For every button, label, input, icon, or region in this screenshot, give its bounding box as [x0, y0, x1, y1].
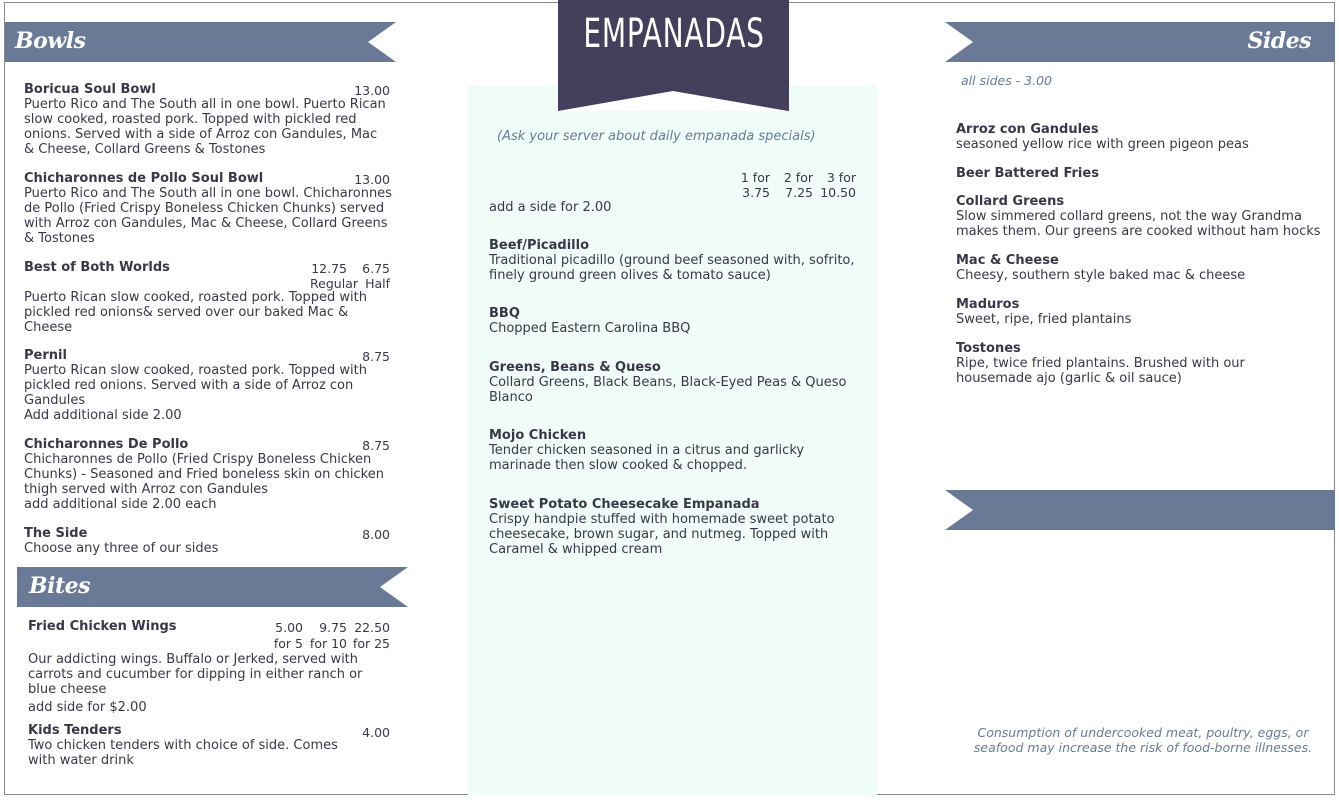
item-extra: Add additional side 2.00 — [24, 408, 182, 423]
item-description: Our addicting wings. Buffalo or Jerked, served with carrots and cucumber for dipping in either ranch or blue cheese — [28, 652, 363, 697]
item-name: Collard Greens — [956, 194, 1065, 209]
item-price: 8.75 — [362, 438, 390, 453]
item-description: Puerto Rico and The South all in one bowl. Chicharonnes de Pollo (Fried Crispy Boneless Chicken Chunks) served with Arroz con Gandules, Mac & Cheese, Collard Greens & Tostones — [24, 186, 392, 246]
item-price-half: 6.75 — [362, 261, 390, 276]
ribbon-tail — [558, 91, 788, 111]
item-price: 13.00 — [354, 83, 390, 98]
empanada-item — [489, 428, 819, 473]
item-description: Choose any three of our sides — [24, 541, 219, 556]
item-description: seasoned yellow rice with green pigeon peas — [956, 137, 1249, 152]
item-description: Cheesy, southern style baked mac & cheese — [956, 268, 1246, 283]
empanada-item — [489, 497, 839, 557]
price-label-half: Half — [365, 276, 390, 291]
sides-price-note: all sides - 3.00 — [961, 73, 1052, 88]
bowls-banner — [5, 22, 396, 62]
empanada-header-2: 2 for — [783, 170, 813, 185]
item-name: The Side — [24, 526, 88, 541]
item-description: Collard Greens, Black Beans, Black-Eyed Peas & Queso Blanco — [489, 375, 847, 405]
banner-notch — [368, 22, 396, 62]
item-name: Chicharonnes de Pollo Soul Bowl — [24, 171, 264, 186]
item-description: Puerto Rico and The South all in one bowl. Puerto Rican slow cooked, roasted pork. Topped with pickled red onions. Served with a side of Arroz con Gandules, Mac & Cheese, Collard Greens & Tostones — [24, 97, 386, 157]
empanada-item — [489, 306, 859, 336]
item-description: Sweet, ripe, fried plantains — [956, 312, 1132, 327]
item-description: Chicharonnes de Pollo (Fried Crispy Boneless Chicken Chunks) - Seasoned and Fried boneless skin on chicken thigh served with Arroz con Gandules — [24, 452, 384, 497]
item-description: Slow simmered collard greens, not the way Grandma makes them. Our greens are cooked without ham hocks — [956, 209, 1321, 239]
side-item — [956, 341, 1256, 386]
item-name: Greens, Beans & Queso — [489, 360, 661, 375]
item-extra: add side for $2.00 — [28, 700, 147, 715]
item-name: Maduros — [956, 297, 1020, 312]
wing-label-25: for 25 — [352, 636, 390, 651]
empanada-header-3: 3 for — [826, 170, 856, 185]
item-name: Arroz con Gandules — [956, 122, 1099, 137]
item-name: Boricua Soul Bowl — [24, 82, 156, 97]
banner-notch — [380, 567, 408, 607]
item-description: Traditional picadillo (ground beef seasoned with, sofrito, finely ground green olives & tomato sauce) — [489, 253, 855, 283]
empty-banner — [945, 490, 1335, 530]
empanada-item — [489, 360, 854, 405]
item-name: Mojo Chicken — [489, 428, 587, 443]
menu-item — [24, 348, 369, 423]
empanada-specials-note: (Ask your server about daily empanada specials) — [497, 129, 816, 144]
item-description: Ripe, twice fried plantains. Brushed with our housemade ajo (garlic & oil sauce) — [956, 356, 1245, 386]
wing-price-10: 9.75 — [319, 620, 347, 635]
side-item — [956, 297, 1321, 327]
item-name: Fried Chicken Wings — [28, 619, 177, 634]
item-name: Best of Both Worlds — [24, 260, 170, 275]
empanada-price-1: 3.75 — [742, 185, 770, 200]
item-name: Mac & Cheese — [956, 253, 1059, 268]
item-name: Kids Tenders — [28, 723, 122, 738]
item-name: Sweet Potato Cheesecake Empanada — [489, 497, 760, 512]
banner-notch — [945, 22, 973, 62]
item-description: Chopped Eastern Carolina BBQ — [489, 321, 691, 336]
menu-item — [24, 437, 388, 512]
price-label-regular: Regular — [310, 276, 358, 291]
empanada-price-3: 10.50 — [820, 185, 856, 200]
bites-title: Bites — [29, 573, 90, 599]
item-price: 8.75 — [362, 349, 390, 364]
food-safety-disclaimer: Consumption of undercooked meat, poultry, eggs, or seafood may increase the risk of food-borne illnesses. — [973, 725, 1313, 755]
item-name: Tostones — [956, 341, 1021, 356]
side-item — [956, 122, 1321, 152]
empanada-item — [489, 238, 859, 283]
side-item — [956, 253, 1321, 283]
sides-banner — [945, 22, 1335, 62]
side-item — [956, 166, 1321, 181]
item-price: 4.00 — [362, 725, 390, 740]
empanada-side-note: add a side for 2.00 — [489, 200, 612, 215]
item-name: Chicharonnes De Pollo — [24, 437, 189, 452]
wing-price-25: 22.50 — [354, 620, 390, 635]
item-description: Puerto Rican slow cooked, roasted pork. Topped with pickled red onions. Served with a side of Arroz con Gandules — [24, 363, 367, 408]
item-description: Puerto Rican slow cooked, roasted pork. Topped with pickled red onions& served over our baked Mac & Cheese — [24, 290, 367, 335]
empanada-header-1: 1 for — [740, 170, 770, 185]
item-price-regular: 12.75 — [311, 261, 347, 276]
wing-price-5: 5.00 — [275, 620, 303, 635]
item-description: Tender chicken seasoned in a citrus and garlicky marinade then slow cooked & chopped. — [489, 443, 805, 473]
sides-title: Sides — [1247, 28, 1311, 54]
side-item — [956, 194, 1326, 239]
menu-item — [28, 723, 368, 768]
item-price: 13.00 — [354, 172, 390, 187]
empanadas-ribbon — [558, 0, 789, 111]
menu-item — [24, 171, 392, 246]
item-name: BBQ — [489, 306, 520, 321]
item-name: Beer Battered Fries — [956, 166, 1099, 181]
empanada-price-2: 7.25 — [785, 185, 813, 200]
item-name: Pernil — [24, 348, 67, 363]
bowls-title: Bowls — [15, 28, 86, 54]
menu-item — [24, 526, 354, 556]
item-description: Crispy handpie stuffed with homemade sweet potato cheesecake, brown sugar, and nutmeg. Topped with Caramel & whipped cream — [489, 512, 835, 557]
banner-notch — [945, 490, 973, 530]
wing-label-5: for 5 — [273, 636, 303, 651]
bites-banner — [17, 567, 408, 607]
item-price: 8.00 — [362, 527, 390, 542]
empanadas-title: EMPANADAS — [583, 11, 765, 57]
item-description: Two chicken tenders with choice of side. Comes with water drink — [28, 738, 338, 768]
menu-item — [24, 82, 388, 157]
item-extra: add additional side 2.00 each — [24, 497, 217, 512]
item-name: Beef/Picadillo — [489, 238, 590, 253]
wing-label-10: for 10 — [309, 636, 347, 651]
